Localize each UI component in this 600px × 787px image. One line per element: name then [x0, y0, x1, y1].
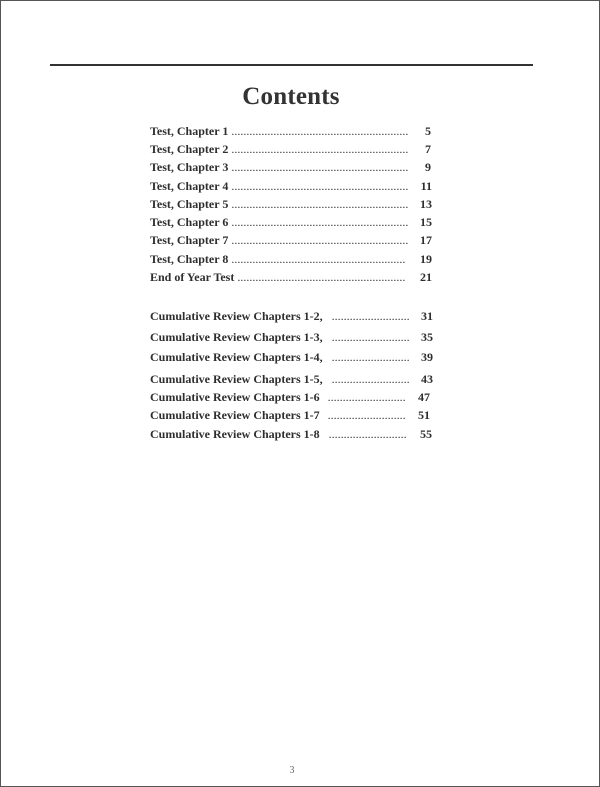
toc-entry[interactable]	[150, 197, 408, 211]
toc-review-entry[interactable]	[150, 350, 410, 364]
toc-entry-label: Test, Chapter 4	[150, 179, 229, 193]
toc-entry[interactable]	[150, 124, 408, 138]
toc-entry-page: 11	[420, 179, 432, 193]
toc-entry-leader: ...........................................................	[231, 233, 409, 247]
toc-entry-leader: ..........................	[331, 372, 410, 386]
toc-entry-leader: ...........................................................	[231, 215, 409, 229]
toc-entry-label: Cumulative Review Chapters 1-6	[150, 390, 320, 404]
toc-entry-leader: ...........................................................	[231, 124, 409, 138]
toc-entry-label: Cumulative Review Chapters 1-5,	[150, 372, 323, 386]
toc-review-entry[interactable]	[150, 427, 407, 441]
toc-entry-page: 35	[421, 330, 433, 344]
toc-entry[interactable]	[150, 179, 408, 193]
toc-entry-leader: ..........................................................	[231, 252, 406, 266]
toc-entry[interactable]	[150, 142, 408, 156]
page-number: 3	[289, 765, 295, 776]
toc-entry-page: 51	[418, 408, 430, 422]
toc-entry-leader: ..........................	[331, 350, 410, 364]
toc-entry-page: 5	[425, 124, 431, 138]
toc-entry-page: 55	[420, 427, 432, 441]
top-rule	[50, 64, 533, 66]
toc-review-entry[interactable]	[150, 309, 410, 323]
toc-entry-leader: ..........................	[331, 330, 410, 344]
toc-entry-label: Test, Chapter 3	[150, 160, 229, 174]
toc-entry-page: 19	[420, 252, 432, 266]
toc-review-entry[interactable]	[150, 390, 406, 404]
page-title: Contents	[242, 83, 340, 110]
toc-entry-page: 7	[425, 142, 431, 156]
toc-entry-label: Test, Chapter 8	[150, 252, 229, 266]
toc-review-entry[interactable]	[150, 372, 410, 386]
toc-entry-label: Cumulative Review Chapters 1-7	[150, 408, 320, 422]
toc-entry-page: 21	[420, 270, 432, 284]
toc-entry-leader: ...........................................................	[231, 142, 409, 156]
toc-entry-page: 13	[420, 197, 432, 211]
toc-entry[interactable]	[150, 160, 408, 174]
toc-entry-label: Test, Chapter 1	[150, 124, 229, 138]
toc-entry-page: 31	[421, 309, 433, 323]
toc-entry-leader: ..........................	[328, 427, 407, 441]
toc-entry-leader: ..........................	[331, 309, 410, 323]
toc-entry-leader: ........................................................	[237, 270, 406, 284]
toc-entry-label: Test, Chapter 7	[150, 233, 229, 247]
toc-entry[interactable]	[150, 270, 405, 284]
toc-entry-label: Cumulative Review Chapters 1-8	[150, 427, 320, 441]
toc-entry-page: 39	[421, 350, 433, 364]
toc-entry-label: Test, Chapter 6	[150, 215, 229, 229]
toc-entry-page: 17	[420, 233, 432, 247]
toc-review-entry[interactable]	[150, 330, 410, 344]
toc-entry[interactable]	[150, 233, 408, 247]
toc-review-entry[interactable]	[150, 408, 406, 422]
toc-entry-page: 9	[425, 160, 431, 174]
toc-entry-label: Cumulative Review Chapters 1-4,	[150, 350, 323, 364]
toc-entry-leader: ..........................	[327, 390, 406, 404]
toc-entry-leader: ...........................................................	[231, 197, 409, 211]
toc-entry-label: Test, Chapter 2	[150, 142, 229, 156]
toc-entry-label: Test, Chapter 5	[150, 197, 229, 211]
toc-entry-leader: ...........................................................	[231, 160, 409, 174]
toc-entry[interactable]	[150, 215, 408, 229]
toc-entry-page: 15	[420, 215, 432, 229]
toc-entry-leader: ...........................................................	[231, 179, 409, 193]
toc-entry-leader: ..........................	[327, 408, 406, 422]
toc-entry-page: 47	[418, 390, 430, 404]
toc-entry-label: End of Year Test	[150, 270, 235, 284]
toc-entry[interactable]	[150, 252, 405, 266]
toc-entry-page: 43	[421, 372, 433, 386]
toc-entry-label: Cumulative Review Chapters 1-3,	[150, 330, 323, 344]
toc-entry-label: Cumulative Review Chapters 1-2,	[150, 309, 323, 323]
